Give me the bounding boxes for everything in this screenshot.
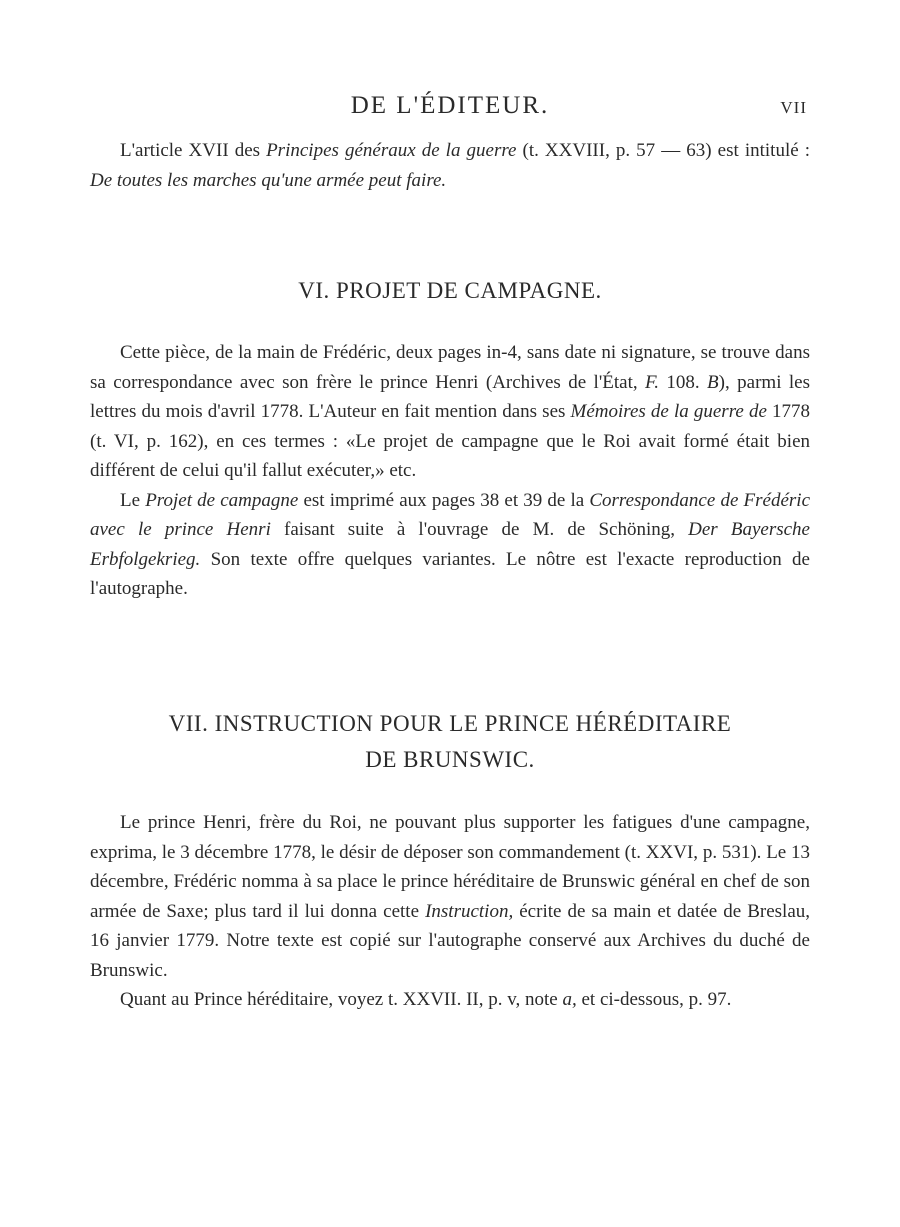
section-vii-body <box>90 808 810 1015</box>
text-run: faisant suite à l'ouvrage de M. de Schöning, <box>270 519 689 540</box>
text-run: Son texte offre quelques variantes. Le nôtre est l'exacte reproduction de l'autographe. <box>90 548 810 599</box>
work-title: Projet de campagne <box>145 489 299 511</box>
section-heading-vii-line-2: DE BRUNSWIC. <box>365 747 535 772</box>
text-run: L'article XVII des <box>120 140 267 161</box>
running-title: DE L'ÉDITEUR. <box>350 92 550 119</box>
page-number: VII <box>780 98 807 117</box>
section-vi-paragraph-2 <box>90 486 810 604</box>
text-run: 1778 (t. VI, p. 162), en ces termes : «Le projet de campagne que le Roi avait formé était bien différent de celui qu'il fallut exécuter,» etc. <box>90 401 810 481</box>
note-ref: a, <box>562 989 577 1010</box>
intro-text <box>90 136 810 195</box>
archive-ref: B <box>707 371 719 393</box>
text-run: Le prince Henri, frère du Roi, ne pouvant plus supporter les fatigues d'une campagne, exprima, le 3 décembre 1778, le désir de déposer son commandement (t. XXVI, p. 531). Le 13 décembre, Frédéric nomma à sa place le prince héréditaire de Brunswic général en chef de son armée de Saxe; plus tard il lui donna cette <box>90 812 810 922</box>
text-run: et ci-dessous, p. 97. <box>576 989 732 1010</box>
intro-paragraph <box>90 136 810 195</box>
work-title: Mémoires de la guerre de <box>570 401 767 422</box>
work-title: Der Bayersche Erbfolgekrieg. <box>90 519 810 570</box>
section-vi-body <box>90 338 810 604</box>
work-title: Instruction, <box>425 900 514 922</box>
text-run: Le <box>120 489 146 511</box>
text-run: est imprimé aux pages 38 et 39 de la <box>298 489 590 511</box>
section-heading-vii <box>0 706 900 778</box>
section-vii-paragraph-2 <box>90 985 810 1015</box>
section-heading-vi: VI. PROJET DE CAMPAGNE. <box>298 278 602 303</box>
article-title: De toutes les marches qu'une armée peut faire. <box>90 169 447 191</box>
archive-ref: F. <box>645 371 659 393</box>
running-head <box>0 92 900 122</box>
text-run: (t. XXVIII, p. 57 — 63) est intitulé : <box>516 140 810 161</box>
section-heading-vii-line-1: VII. INSTRUCTION POUR LE PRINCE HÉRÉDITAIRE <box>168 711 732 736</box>
section-vi-paragraph-1 <box>90 338 810 486</box>
work-title: Principes généraux de la guerre <box>266 140 517 161</box>
text-run: Cette pièce, de la main de Frédéric, deux pages in-4, sans date ni signature, se trouve dans sa correspondance avec son frère le prince Henri (Archives de l'État, <box>90 342 810 393</box>
section-vii-paragraph-1 <box>90 808 810 985</box>
text-run: écrite de sa main et datée de Breslau, 16 janvier 1779. Notre texte est copié sur l'autographe conservé aux Archives du duché de Brunswic. <box>90 900 810 981</box>
text-run: ), parmi les lettres du mois d'avril 1778. L'Auteur en fait mention dans ses <box>90 371 810 422</box>
text-run: Quant au Prince héréditaire, voyez t. XXVII. II, p. v, note <box>120 989 563 1010</box>
work-title: Correspondance de Frédéric avec le prince Henri <box>90 489 810 540</box>
text-run: 108. <box>658 371 708 393</box>
